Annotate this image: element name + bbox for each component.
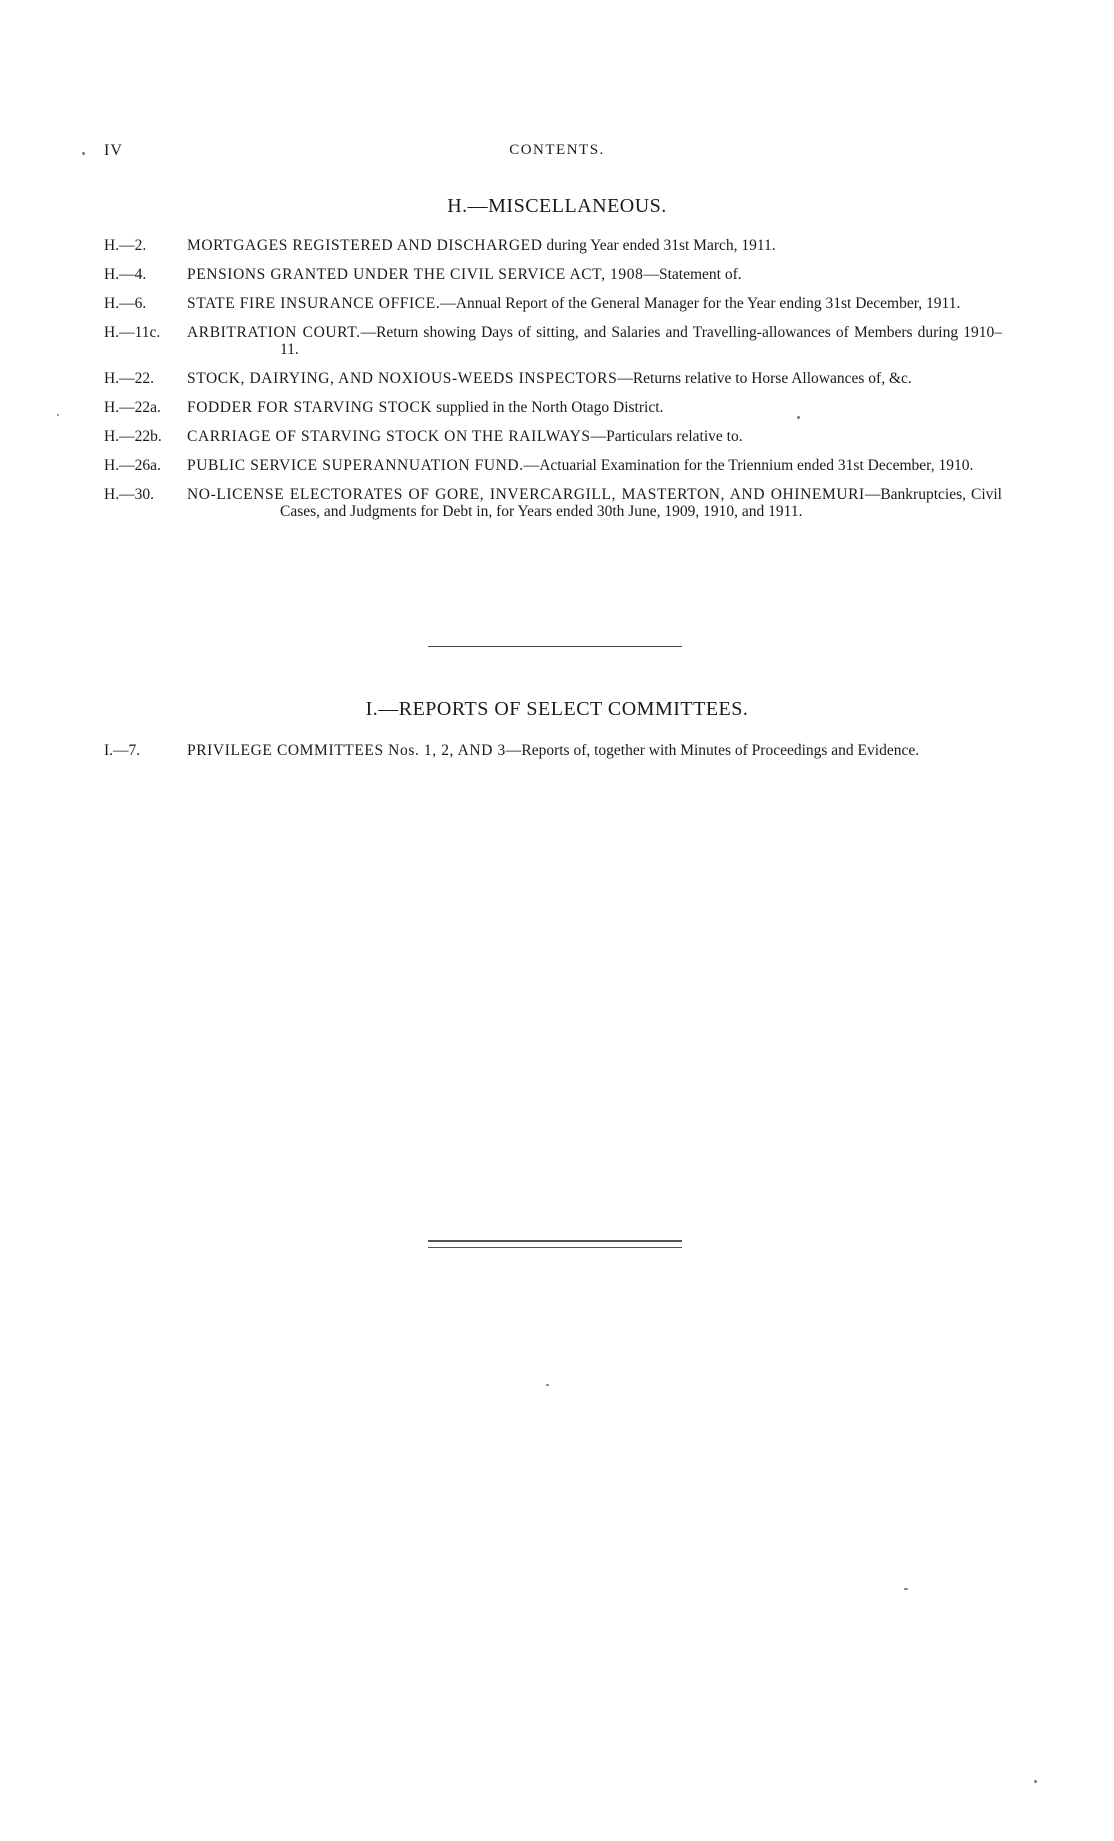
entry-description	[187, 428, 1002, 445]
entry-code: H.—22.	[104, 370, 154, 387]
contents-entry	[104, 742, 1002, 759]
contents-entry	[104, 457, 1002, 474]
closing-double-rule	[428, 1240, 682, 1248]
entry-title: CARRIAGE OF STARVING STOCK ON THE RAILWAYS	[187, 428, 591, 445]
contents-entry	[104, 428, 1002, 445]
section-h-title: H.—MISCELLANEOUS.	[447, 195, 667, 217]
entry-title: NO-LICENSE ELECTORATES OF GORE, INVERCARGILL, MASTERTON, AND OHINEMURI	[187, 486, 865, 503]
entry-title: PENSIONS GRANTED UNDER THE CIVIL SERVICE ACT, 1908	[187, 266, 644, 283]
entry-description	[187, 370, 1002, 387]
running-head: CONTENTS.	[509, 142, 605, 158]
entry-description	[187, 399, 1002, 416]
entry-code: H.—22a.	[104, 399, 161, 416]
entry-detail: —Bankruptcies, Civil Cases, and Judgments for Debt in, for Years ended 30th June, 1909, 1910, and 1911.	[280, 486, 1002, 520]
entry-title: MORTGAGES REGISTERED AND DISCHARGED	[187, 237, 543, 254]
entry-description	[187, 295, 1002, 312]
section-h-entries	[104, 237, 1002, 532]
section-divider	[428, 646, 682, 647]
entry-code: H.—26a.	[104, 457, 161, 474]
entry-code: H.—30.	[104, 486, 154, 503]
contents-entry	[104, 324, 1002, 358]
entry-detail: —Particulars relative to.	[590, 428, 743, 445]
entry-detail: —Statement of.	[643, 266, 742, 283]
contents-entry	[104, 370, 1002, 387]
entry-description	[187, 324, 1002, 358]
entry-detail: supplied in the North Otago District.	[432, 399, 664, 416]
entry-title: STOCK, DAIRYING, AND NOXIOUS-WEEDS INSPECTORS	[187, 370, 618, 387]
entry-detail: during Year ended 31st March, 1911.	[542, 237, 776, 254]
entry-description	[187, 486, 1002, 520]
entry-detail: —Annual Report of the General Manager for the Year ending 31st December, 1911.	[440, 295, 961, 312]
entry-code: H.—2.	[104, 237, 147, 254]
entry-title: FODDER FOR STARVING STOCK	[187, 399, 433, 416]
scan-speck	[904, 1588, 908, 1590]
entry-code: H.—4.	[104, 266, 147, 283]
entry-title: ARBITRATION COURT.	[187, 324, 361, 341]
contents-entry	[104, 399, 1002, 416]
section-i-entries	[104, 742, 1002, 771]
entry-description	[187, 457, 1002, 474]
entry-description	[187, 266, 1002, 283]
contents-entry	[104, 266, 1002, 283]
scan-speck	[82, 152, 85, 155]
entry-title: PUBLIC SERVICE SUPERANNUATION FUND.	[187, 457, 524, 474]
entry-title: PRIVILEGE COMMITTEES Nos. 1, 2, AND 3	[187, 742, 506, 759]
entry-code: H.—11c.	[104, 324, 161, 341]
contents-entry	[104, 295, 1002, 312]
entry-code: I.—7.	[104, 742, 141, 759]
entry-code: H.—22b.	[104, 428, 162, 445]
contents-entry	[104, 237, 1002, 254]
entry-description	[187, 742, 1002, 759]
scan-speck	[1034, 1780, 1037, 1783]
entry-title: STATE FIRE INSURANCE OFFICE.	[187, 295, 441, 312]
entry-code: H.—6.	[104, 295, 147, 312]
scan-speck	[546, 1384, 549, 1386]
contents-entry	[104, 486, 1002, 520]
scan-speck	[797, 416, 800, 419]
entry-detail: —Return showing Days of sitting, and Salaries and Travelling-allowances of Members during 1910–11.	[280, 324, 1002, 358]
scan-speck	[57, 414, 59, 416]
entry-detail: —Returns relative to Horse Allowances of, &c.	[617, 370, 912, 387]
section-i-title: I.—REPORTS OF SELECT COMMITTEES.	[365, 698, 749, 720]
entry-detail: —Actuarial Examination for the Triennium ended 31st December, 1910.	[523, 457, 974, 474]
entry-description	[187, 237, 1002, 254]
page-number: IV	[104, 142, 123, 159]
entry-detail: —Reports of, together with Minutes of Proceedings and Evidence.	[505, 742, 920, 759]
